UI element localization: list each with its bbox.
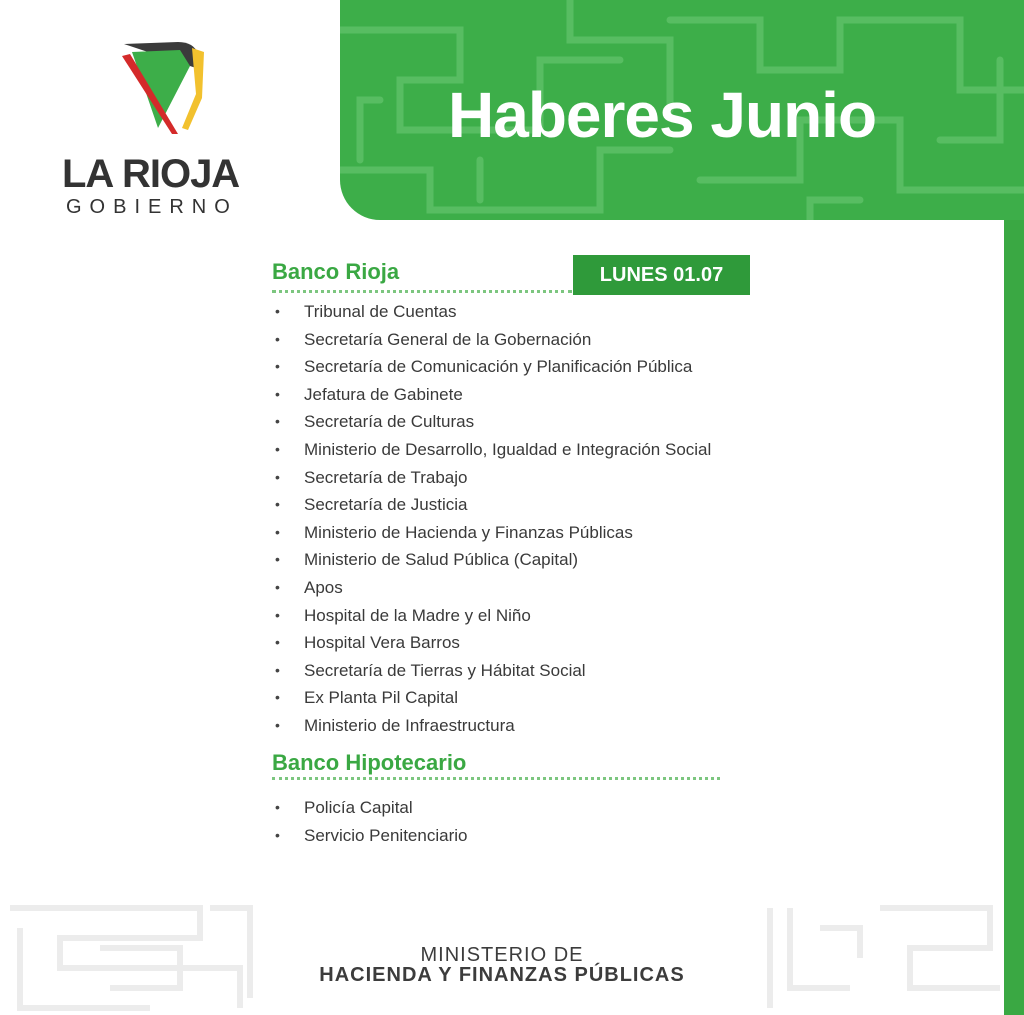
logo-wordmark: LA RIOJA — [62, 152, 240, 196]
list-item: • Secretaría de Trabajo — [272, 464, 711, 492]
bullet-icon: • — [275, 523, 280, 540]
list-item: • Tribunal de Cuentas — [272, 298, 711, 326]
list-item: • Hospital Vera Barros — [272, 629, 711, 657]
list-item: • Apos — [272, 574, 711, 602]
footer-ministry-line1: MINISTERIO DE — [420, 944, 584, 966]
list-item: • Policía Capital — [272, 794, 467, 822]
list-item: • Ministerio de Hacienda y Finanzas Públicas — [272, 519, 711, 547]
bullet-icon: • — [275, 799, 280, 815]
bullet-icon: • — [275, 661, 280, 678]
list-item: • Secretaría General de la Gobernación — [272, 326, 711, 354]
bullet-icon: • — [275, 385, 280, 402]
list-item: • Jefatura de Gabinete — [272, 381, 711, 409]
logo-subtitle: GOBIERNO — [66, 196, 238, 218]
list-item: • Hospital de la Madre y el Niño — [272, 602, 711, 630]
bullet-icon: • — [275, 716, 280, 733]
date-badge: LUNES 01.07 — [573, 255, 750, 295]
bullet-icon: • — [275, 634, 280, 651]
footer-ministry-line2: HACIENDA Y FINANZAS PÚBLICAS — [319, 964, 685, 986]
section-title-banco-rioja: Banco Rioja — [272, 259, 400, 284]
list-item: • Secretaría de Culturas — [272, 408, 711, 436]
list-item: • Secretaría de Justicia — [272, 491, 711, 519]
list-item: • Ministerio de Infraestructura — [272, 712, 711, 740]
bullet-icon: • — [275, 358, 280, 375]
bullet-icon: • — [275, 413, 280, 430]
bullet-icon: • — [275, 551, 280, 568]
bullet-icon: • — [275, 330, 280, 347]
bullet-icon: • — [275, 303, 280, 319]
header-banner — [340, 0, 1024, 220]
banco-rioja-list — [272, 298, 711, 740]
bullet-icon: • — [275, 689, 280, 706]
list-item: • Secretaría de Comunicación y Planificación Pública — [272, 353, 711, 381]
section-divider — [272, 777, 720, 780]
list-item: • Secretaría de Tierras y Hábitat Social — [272, 657, 711, 685]
right-accent-bar — [1004, 220, 1024, 1015]
bullet-icon: • — [275, 440, 280, 457]
la-rioja-logo-icon — [118, 38, 210, 138]
banco-hipotecario-list — [272, 794, 467, 849]
bullet-icon: • — [275, 578, 280, 595]
bullet-icon: • — [275, 606, 280, 623]
section-title-banco-hipotecario: Banco Hipotecario — [272, 750, 467, 775]
bullet-icon: • — [275, 496, 280, 513]
list-item: • Ministerio de Salud Pública (Capital) — [272, 546, 711, 574]
list-item: • Ex Planta Pil Capital — [272, 684, 711, 712]
bullet-icon: • — [275, 468, 280, 485]
bullet-icon: • — [275, 826, 280, 843]
list-item: • Servicio Penitenciario — [272, 822, 467, 850]
list-item: • Ministerio de Desarrollo, Igualdad e Integración Social — [272, 436, 711, 464]
section-divider — [272, 290, 572, 293]
page-title: Haberes Junio — [448, 79, 877, 151]
